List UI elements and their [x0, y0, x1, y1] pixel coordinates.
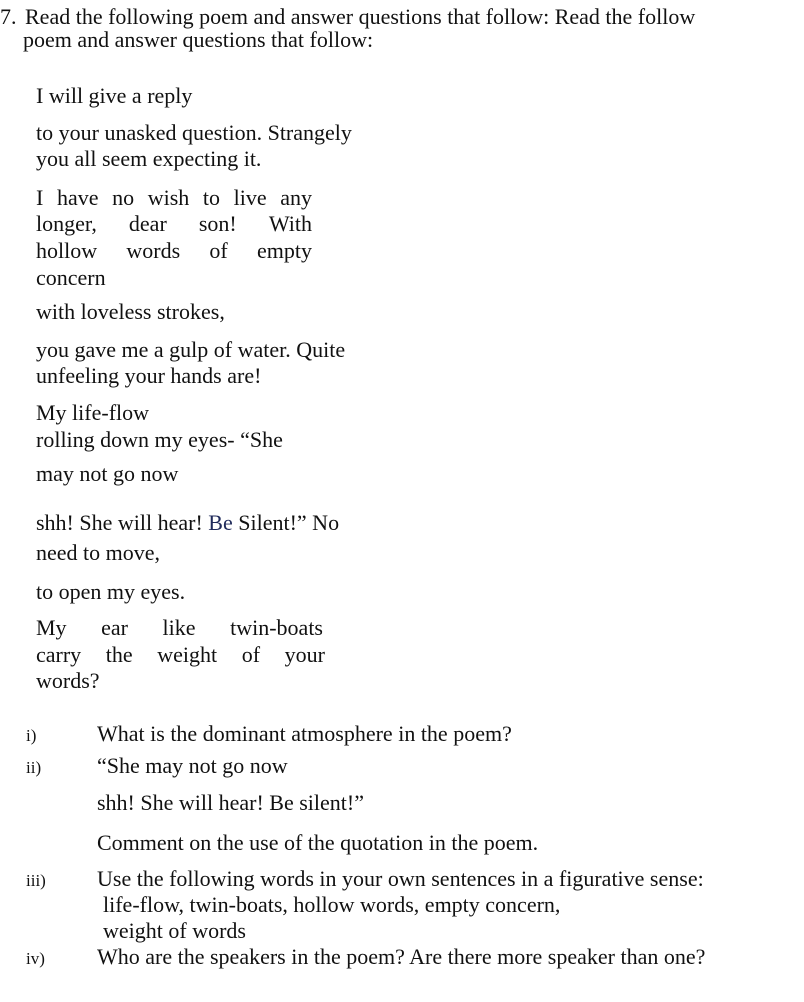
poem-word: weight: [157, 642, 218, 667]
poem-word: longer,: [36, 211, 97, 236]
question-prompt-line-2: poem and answer questions that follow:: [23, 27, 374, 52]
poem-line-2: to your unasked question. Strangely: [36, 120, 352, 145]
poem-word: dear: [128, 211, 167, 236]
poem-word: no: [112, 185, 135, 210]
poem-line-15: need to move,: [36, 540, 161, 565]
poem-word: twin-boats: [230, 615, 323, 640]
subquestion-text-iii-3: weight of words: [103, 918, 246, 943]
poem-line-13: may not go now: [36, 461, 179, 486]
poem-word: With: [268, 211, 312, 236]
subquestion-label-iv: iv): [26, 949, 45, 968]
poem-fragment: shh! She will hear!: [36, 510, 209, 535]
poem-word: of: [209, 238, 228, 263]
subquestion-text-i: What is the dominant atmosphere in the poem?: [97, 721, 512, 746]
poem-line-6: [36, 238, 312, 264]
poem-line-18: [36, 642, 325, 668]
poem-line-11: My life-flow: [36, 400, 150, 425]
question-prompt-line-1: Read the following poem and answer questions that follow: Read the follow: [25, 4, 696, 29]
poem-word: I: [36, 185, 44, 210]
poem-fragment: Silent!” No: [232, 510, 340, 535]
poem-word: words: [126, 238, 181, 263]
poem-line-14: [36, 510, 339, 536]
poem-line-9: you gave me a gulp of water. Quite: [36, 337, 346, 362]
subquestion-text-ii-3: Comment on the use of the quotation in the poem.: [97, 830, 539, 855]
poem-line-3: you all seem expecting it.: [36, 146, 262, 171]
poem-line-17: [36, 615, 323, 641]
poem-line-4: [36, 185, 312, 211]
subquestion-text-iii-1: Use the following words in your own sentences in a figurative sense:: [97, 866, 704, 891]
poem-word: your: [284, 642, 325, 667]
poem-line-12: rolling down my eyes- “She: [36, 427, 283, 452]
poem-line-19: words?: [36, 668, 100, 693]
poem-word: have: [56, 185, 99, 210]
poem-line-10: unfeeling your hands are!: [36, 363, 262, 388]
subquestion-label-iii: iii): [26, 871, 46, 890]
poem-word: to: [202, 185, 220, 210]
poem-fragment-highlight: Be: [208, 510, 233, 535]
question-number: 7.: [0, 4, 17, 29]
subquestion-text-iii-2: life-flow, twin-boats, hollow words, empty concern,: [103, 892, 561, 917]
subquestion-text-ii-2: shh! She will hear! Be silent!”: [97, 790, 364, 815]
poem-word: any: [280, 185, 312, 210]
poem-line-1: I will give a reply: [36, 83, 193, 108]
poem-word: live: [233, 185, 267, 210]
poem-word: wish: [147, 185, 190, 210]
poem-word: son!: [198, 211, 237, 236]
poem-word: hollow: [36, 238, 98, 263]
poem-word: carry: [36, 642, 82, 667]
poem-line-16: to open my eyes.: [36, 579, 186, 604]
subquestion-text-ii-1: “She may not go now: [97, 753, 288, 778]
subquestion-label-ii: ii): [26, 758, 42, 777]
poem-word: My: [36, 615, 67, 640]
poem-word: the: [105, 642, 133, 667]
poem-word: like: [162, 615, 196, 640]
poem-word: empty: [256, 238, 312, 263]
poem-line-7: concern: [36, 265, 106, 290]
subquestion-label-i: i): [26, 726, 37, 745]
poem-word: of: [241, 642, 261, 667]
poem-line-8: with loveless strokes,: [36, 299, 225, 324]
poem-word: ear: [101, 615, 128, 640]
subquestion-text-iv: Who are the speakers in the poem? Are there more speaker than one?: [97, 944, 706, 969]
poem-line-5: [36, 211, 312, 237]
